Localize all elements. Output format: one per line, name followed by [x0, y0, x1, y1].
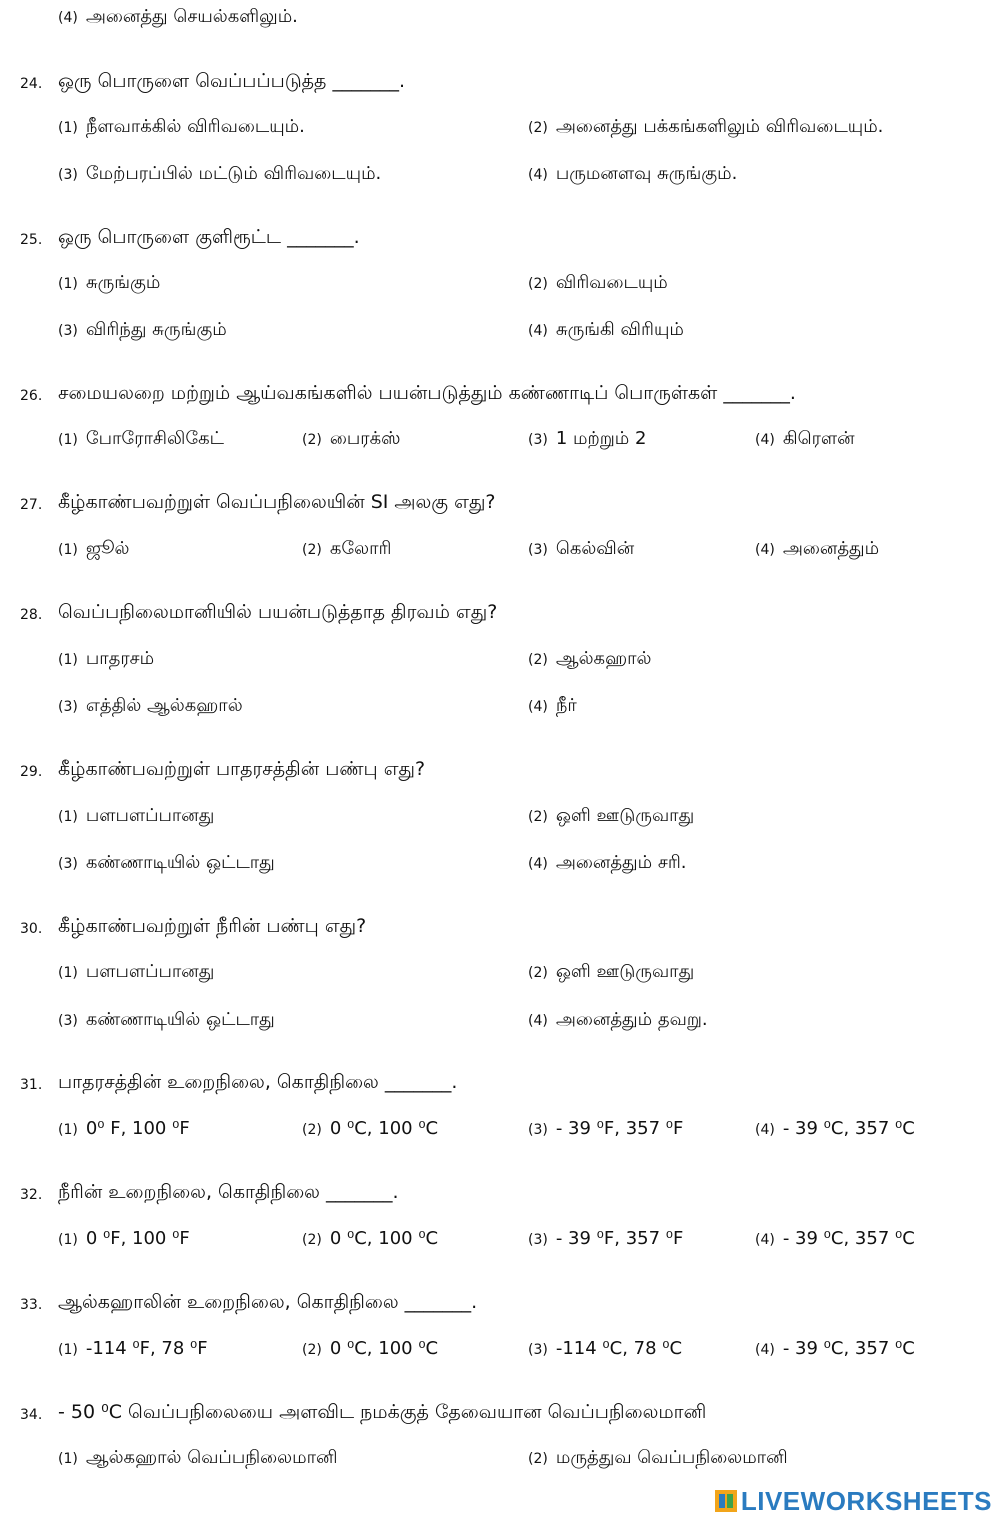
- option-number: (3): [528, 1342, 548, 1358]
- question-number: 34.: [20, 1407, 43, 1423]
- option-number: (2): [302, 432, 322, 448]
- option-text: விரிவடையும்: [555, 272, 668, 293]
- option-text: பாதரசம்: [85, 648, 155, 669]
- question: [0, 491, 1000, 537]
- option-number: (3): [528, 1122, 548, 1138]
- answer-option[interactable]: [528, 695, 577, 725]
- option-number: (2): [528, 1451, 548, 1467]
- answer-option[interactable]: [58, 6, 298, 36]
- option-text: - 39 ⁰C, 357 ⁰C: [782, 1118, 915, 1139]
- option-number: (3): [528, 1232, 548, 1248]
- question: [0, 758, 1000, 804]
- option-text: ஆல்கஹால்: [555, 648, 652, 669]
- option-number: (4): [528, 1013, 548, 1029]
- question-text: கீழ்காண்பவற்றுள் நீரின் பண்பு எது?: [58, 915, 367, 937]
- answer-option[interactable]: [58, 648, 154, 678]
- option-number: (2): [302, 542, 322, 558]
- option-text: மேற்பரப்பில் மட்டும் விரிவடையும்.: [85, 163, 382, 184]
- answer-option[interactable]: [528, 116, 883, 146]
- option-number: (4): [755, 1232, 775, 1248]
- answer-option[interactable]: [528, 428, 646, 458]
- answer-option[interactable]: [58, 163, 381, 193]
- answer-option[interactable]: [58, 319, 227, 349]
- option-text: போரோசிலிகேட்: [85, 428, 224, 449]
- option-text: 0 ⁰C, 100 ⁰C: [329, 1228, 439, 1249]
- question: [0, 915, 1000, 961]
- option-number: (4): [755, 542, 775, 558]
- option-text: பருமனளவு சுருங்கும்.: [555, 163, 738, 184]
- answer-option[interactable]: [528, 805, 694, 835]
- option-number: (3): [58, 167, 78, 183]
- answer-option[interactable]: [58, 1009, 275, 1039]
- answer-option[interactable]: [755, 1338, 915, 1368]
- option-number: (1): [58, 652, 78, 668]
- answer-option[interactable]: [528, 1009, 708, 1039]
- option-text: அனைத்தும்: [782, 538, 880, 559]
- question: [0, 1181, 1000, 1227]
- answer-option[interactable]: [58, 695, 243, 725]
- question-number: 27.: [20, 497, 43, 513]
- option-number: (2): [302, 1342, 322, 1358]
- answer-option[interactable]: [528, 163, 737, 193]
- option-text: 1 மற்றும் 2: [555, 428, 647, 449]
- option-text: அனைத்து பக்கங்களிலும் விரிவடையும்.: [555, 116, 884, 137]
- liveworksheets-logo: [715, 1486, 992, 1516]
- option-number: (4): [755, 1122, 775, 1138]
- answer-option[interactable]: [528, 1338, 682, 1368]
- question-text: ஆல்கஹாலின் உறைநிலை, கொதிநிலை _______.: [58, 1291, 478, 1313]
- answer-option[interactable]: [302, 1338, 438, 1368]
- option-text: - 39 ⁰F, 357 ⁰F: [555, 1118, 684, 1139]
- option-text: சுருங்கும்: [85, 272, 161, 293]
- option-text: 0 ⁰F, 100 ⁰F: [85, 1228, 190, 1249]
- question-number: 30.: [20, 921, 43, 937]
- question: [0, 1401, 1000, 1447]
- answer-option[interactable]: [528, 852, 687, 882]
- option-number: (1): [58, 542, 78, 558]
- question-text: ஒரு பொருளை வெப்பப்படுத்த _______.: [58, 70, 406, 92]
- option-number: (1): [58, 1122, 78, 1138]
- option-number: (1): [58, 1232, 78, 1248]
- answer-option[interactable]: [58, 805, 214, 835]
- option-text: ஜூல்: [85, 538, 130, 559]
- question-number: 29.: [20, 764, 43, 780]
- option-text: கிரௌன்: [782, 428, 855, 449]
- question: [0, 1291, 1000, 1337]
- answer-option[interactable]: [755, 428, 855, 458]
- option-number: (2): [528, 965, 548, 981]
- option-text: - 39 ⁰C, 357 ⁰C: [782, 1228, 915, 1249]
- answer-option[interactable]: [302, 1228, 438, 1258]
- question-text: - 50 ⁰C வெப்பநிலையை அளவிட நமக்குத் தேவையான வெப்பநிலைமானி: [58, 1401, 707, 1423]
- option-text: அனைத்தும் தவறு.: [555, 1009, 708, 1030]
- option-text: விரிந்து சுருங்கும்: [85, 319, 227, 340]
- answer-option[interactable]: [302, 538, 391, 568]
- option-text: ஆல்கஹால் வெப்பநிலைமானி: [85, 1447, 338, 1468]
- answer-option[interactable]: [58, 538, 129, 568]
- answer-option[interactable]: [58, 961, 214, 991]
- option-text: எத்தில் ஆல்கஹால்: [85, 695, 243, 716]
- question-text: கீழ்காண்பவற்றுள் பாதரசத்தின் பண்பு எது?: [58, 758, 426, 780]
- answer-option[interactable]: [528, 319, 684, 349]
- option-text: 0 ⁰C, 100 ⁰C: [329, 1118, 439, 1139]
- answer-option[interactable]: [58, 272, 160, 302]
- question-text: பாதரசத்தின் உறைநிலை, கொதிநிலை _______.: [58, 1071, 458, 1093]
- answer-option[interactable]: [58, 1447, 338, 1477]
- option-number: (2): [302, 1122, 322, 1138]
- question: [0, 382, 1000, 428]
- option-number: (2): [528, 276, 548, 292]
- answer-option[interactable]: [755, 538, 879, 568]
- answer-option[interactable]: [528, 1228, 683, 1258]
- question-text: நீரின் உறைநிலை, கொதிநிலை _______.: [58, 1181, 399, 1203]
- option-text: நீளவாக்கில் விரிவடையும்.: [85, 116, 305, 137]
- option-number: (3): [58, 699, 78, 715]
- option-text: மருத்துவ வெப்பநிலைமானி: [555, 1447, 788, 1468]
- question: [0, 70, 1000, 116]
- option-number: (4): [58, 10, 78, 26]
- option-text: 0 ⁰C, 100 ⁰C: [329, 1338, 439, 1359]
- option-number: (4): [528, 167, 548, 183]
- option-text: அனைத்தும் சரி.: [555, 852, 687, 873]
- option-text: -114 ⁰F, 78 ⁰F: [85, 1338, 208, 1359]
- option-number: (4): [528, 856, 548, 872]
- option-text: கண்ணாடியில் ஒட்டாது: [85, 1009, 275, 1030]
- question: [0, 1071, 1000, 1117]
- option-text: ஒளி ஊடுருவாது: [555, 961, 695, 982]
- answer-option[interactable]: [58, 1228, 190, 1258]
- question-text: சமையலறை மற்றும் ஆய்வகங்களில் பயன்படுத்தும் கண்ணாடிப் பொருள்கள் _______.: [58, 382, 796, 404]
- question-number: 25.: [20, 232, 43, 248]
- option-text: பளபளப்பானது: [85, 805, 215, 826]
- answer-option[interactable]: [528, 538, 634, 568]
- option-number: (2): [302, 1232, 322, 1248]
- question-number: 31.: [20, 1077, 43, 1093]
- question-text: வெப்பநிலைமானியில் பயன்படுத்தாத திரவம் எது?: [58, 601, 498, 623]
- option-text: கலோரி: [329, 538, 392, 559]
- option-number: (4): [528, 699, 548, 715]
- option-number: (4): [528, 323, 548, 339]
- option-text: - 39 ⁰F, 357 ⁰F: [555, 1228, 684, 1249]
- question-number: 24.: [20, 76, 43, 92]
- option-number: (1): [58, 809, 78, 825]
- option-text: அனைத்து செயல்களிலும்.: [85, 6, 298, 27]
- answer-option[interactable]: [58, 1338, 208, 1368]
- option-number: (3): [528, 542, 548, 558]
- question-number: 33.: [20, 1297, 43, 1313]
- answer-option[interactable]: [755, 1118, 915, 1148]
- option-text: கண்ணாடியில் ஒட்டாது: [85, 852, 275, 873]
- question-text: ஒரு பொருளை குளிரூட்ட _______.: [58, 226, 360, 248]
- answer-option[interactable]: [58, 852, 275, 882]
- option-number: (4): [755, 1342, 775, 1358]
- option-number: (1): [58, 276, 78, 292]
- option-text: 0⁰ F, 100 ⁰F: [85, 1118, 190, 1139]
- option-number: (2): [528, 809, 548, 825]
- answer-option[interactable]: [58, 116, 305, 146]
- question-number: 32.: [20, 1187, 43, 1203]
- answer-option[interactable]: [528, 648, 651, 678]
- option-number: (1): [58, 1451, 78, 1467]
- option-number: (3): [58, 1013, 78, 1029]
- option-text: பைரக்ஸ்: [329, 428, 401, 449]
- option-number: (3): [528, 432, 548, 448]
- answer-option[interactable]: [528, 1447, 788, 1477]
- option-number: (1): [58, 965, 78, 981]
- liveworksheets-logo-icon: [715, 1490, 737, 1512]
- logo-text: LIVEWORKSHEETS: [740, 1485, 992, 1516]
- answer-option[interactable]: [528, 1118, 683, 1148]
- option-text: - 39 ⁰C, 357 ⁰C: [782, 1338, 915, 1359]
- option-text: பளபளப்பானது: [85, 961, 215, 982]
- answer-option[interactable]: [58, 428, 224, 458]
- question-number: 26.: [20, 388, 43, 404]
- question: [0, 601, 1000, 647]
- option-number: (4): [755, 432, 775, 448]
- option-number: (1): [58, 1342, 78, 1358]
- option-number: (2): [528, 652, 548, 668]
- option-text: சுருங்கி விரியும்: [555, 319, 684, 340]
- option-number: (3): [58, 323, 78, 339]
- option-number: (1): [58, 432, 78, 448]
- answer-option[interactable]: [755, 1228, 915, 1258]
- option-text: ஒளி ஊடுருவாது: [555, 805, 695, 826]
- option-text: -114 ⁰C, 78 ⁰C: [555, 1338, 683, 1359]
- option-text: கெல்வின்: [555, 538, 635, 559]
- option-text: நீர்: [555, 695, 577, 716]
- option-number: (1): [58, 120, 78, 136]
- question-text: கீழ்காண்பவற்றுள் வெப்பநிலையின் SI அலகு எது?: [58, 491, 496, 513]
- question: [0, 226, 1000, 272]
- answer-option[interactable]: [528, 961, 694, 991]
- answer-option[interactable]: [302, 1118, 438, 1148]
- question-number: 28.: [20, 607, 43, 623]
- answer-option[interactable]: [302, 428, 400, 458]
- option-number: (2): [528, 120, 548, 136]
- answer-option[interactable]: [528, 272, 668, 302]
- answer-option[interactable]: [58, 1118, 190, 1148]
- option-number: (3): [58, 856, 78, 872]
